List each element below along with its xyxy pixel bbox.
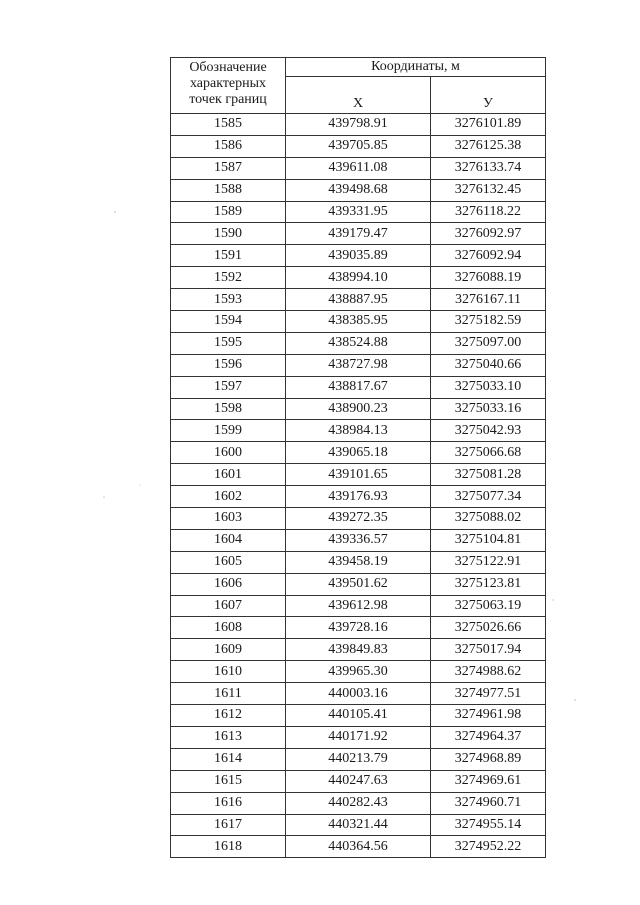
y-cell: 3276133.74 xyxy=(431,157,546,179)
y-cell: 3275097.00 xyxy=(431,332,546,354)
x-cell: 439065.18 xyxy=(286,442,431,464)
point-cell: 1598 xyxy=(171,398,286,420)
x-cell: 439101.65 xyxy=(286,464,431,486)
table-body xyxy=(171,114,546,858)
x-cell: 439728.16 xyxy=(286,617,431,639)
x-cell: 439035.89 xyxy=(286,245,431,267)
point-cell: 1614 xyxy=(171,748,286,770)
point-cell: 1593 xyxy=(171,289,286,311)
point-cell: 1618 xyxy=(171,836,286,858)
x-cell: 440247.63 xyxy=(286,770,431,792)
point-cell: 1610 xyxy=(171,661,286,683)
table-row xyxy=(171,748,546,770)
y-cell: 3274960.71 xyxy=(431,792,546,814)
point-cell: 1611 xyxy=(171,683,286,705)
y-cell: 3276118.22 xyxy=(431,201,546,223)
point-cell: 1600 xyxy=(171,442,286,464)
x-cell: 438984.13 xyxy=(286,420,431,442)
table-row xyxy=(171,223,546,245)
y-cell: 3276125.38 xyxy=(431,135,546,157)
x-cell: 439458.19 xyxy=(286,551,431,573)
x-cell: 439176.93 xyxy=(286,486,431,508)
point-cell: 1602 xyxy=(171,486,286,508)
table-row xyxy=(171,464,546,486)
table-row xyxy=(171,201,546,223)
y-cell: 3276101.89 xyxy=(431,114,546,136)
point-cell: 1599 xyxy=(171,420,286,442)
x-cell: 440105.41 xyxy=(286,705,431,727)
x-cell: 438900.23 xyxy=(286,398,431,420)
point-cell: 1604 xyxy=(171,529,286,551)
table-row xyxy=(171,617,546,639)
table-row xyxy=(171,770,546,792)
point-cell: 1608 xyxy=(171,617,286,639)
y-cell: 3274964.37 xyxy=(431,726,546,748)
y-cell: 3275104.81 xyxy=(431,529,546,551)
y-cell: 3274955.14 xyxy=(431,814,546,836)
table-row xyxy=(171,814,546,836)
table-row xyxy=(171,639,546,661)
table-row xyxy=(171,157,546,179)
y-cell: 3276092.97 xyxy=(431,223,546,245)
table-row xyxy=(171,267,546,289)
table-row xyxy=(171,836,546,858)
table-row xyxy=(171,661,546,683)
x-cell: 440282.43 xyxy=(286,792,431,814)
header-point-line-3: точек границ xyxy=(189,92,267,107)
table-row xyxy=(171,595,546,617)
coordinates-table xyxy=(170,57,546,858)
point-cell: 1588 xyxy=(171,179,286,201)
point-cell: 1607 xyxy=(171,595,286,617)
table-row xyxy=(171,792,546,814)
x-cell: 439501.62 xyxy=(286,573,431,595)
x-cell: 439179.47 xyxy=(286,223,431,245)
y-cell: 3276092.94 xyxy=(431,245,546,267)
x-cell: 440003.16 xyxy=(286,683,431,705)
x-cell: 438887.95 xyxy=(286,289,431,311)
table-row xyxy=(171,529,546,551)
point-cell: 1617 xyxy=(171,814,286,836)
y-cell: 3275042.93 xyxy=(431,420,546,442)
table-row xyxy=(171,551,546,573)
y-cell: 3275033.10 xyxy=(431,376,546,398)
point-cell: 1596 xyxy=(171,354,286,376)
y-cell: 3275182.59 xyxy=(431,311,546,333)
point-cell: 1616 xyxy=(171,792,286,814)
table-row xyxy=(171,354,546,376)
table-row xyxy=(171,726,546,748)
y-cell: 3275040.66 xyxy=(431,354,546,376)
table-row xyxy=(171,311,546,333)
y-cell: 3274952.22 xyxy=(431,836,546,858)
y-cell: 3274961.98 xyxy=(431,705,546,727)
x-cell: 438994.10 xyxy=(286,267,431,289)
point-cell: 1605 xyxy=(171,551,286,573)
y-cell: 3275077.34 xyxy=(431,486,546,508)
table-row xyxy=(171,508,546,530)
y-cell: 3276088.19 xyxy=(431,267,546,289)
x-cell: 439965.30 xyxy=(286,661,431,683)
table-row xyxy=(171,420,546,442)
table-row xyxy=(171,705,546,727)
y-cell: 3276132.45 xyxy=(431,179,546,201)
table-row xyxy=(171,114,546,136)
table-row xyxy=(171,398,546,420)
point-cell: 1591 xyxy=(171,245,286,267)
x-cell: 440364.56 xyxy=(286,836,431,858)
x-cell: 438727.98 xyxy=(286,354,431,376)
table-row xyxy=(171,486,546,508)
header-coordinates: Координаты, м xyxy=(286,58,546,77)
point-cell: 1601 xyxy=(171,464,286,486)
point-cell: 1597 xyxy=(171,376,286,398)
point-cell: 1615 xyxy=(171,770,286,792)
y-cell: 3275017.94 xyxy=(431,639,546,661)
x-cell: 439498.68 xyxy=(286,179,431,201)
point-cell: 1592 xyxy=(171,267,286,289)
point-cell: 1612 xyxy=(171,705,286,727)
point-cell: 1590 xyxy=(171,223,286,245)
table-header xyxy=(171,58,546,114)
point-cell: 1586 xyxy=(171,135,286,157)
y-cell: 3275088.02 xyxy=(431,508,546,530)
y-cell: 3275026.66 xyxy=(431,617,546,639)
header-point-line-2: характерных xyxy=(189,76,267,91)
table-row xyxy=(171,245,546,267)
point-cell: 1594 xyxy=(171,311,286,333)
table-row xyxy=(171,442,546,464)
x-cell: 438385.95 xyxy=(286,311,431,333)
x-cell: 438817.67 xyxy=(286,376,431,398)
y-cell: 3274968.89 xyxy=(431,748,546,770)
point-cell: 1585 xyxy=(171,114,286,136)
x-cell: 440321.44 xyxy=(286,814,431,836)
header-x: X xyxy=(286,77,431,114)
point-cell: 1613 xyxy=(171,726,286,748)
x-cell: 439336.57 xyxy=(286,529,431,551)
y-cell: 3276167.11 xyxy=(431,289,546,311)
x-cell: 439611.08 xyxy=(286,157,431,179)
table-row xyxy=(171,179,546,201)
x-cell: 438524.88 xyxy=(286,332,431,354)
y-cell: 3275063.19 xyxy=(431,595,546,617)
table-row xyxy=(171,573,546,595)
y-cell: 3275123.81 xyxy=(431,573,546,595)
point-cell: 1595 xyxy=(171,332,286,354)
table-row xyxy=(171,135,546,157)
table-row xyxy=(171,289,546,311)
point-cell: 1603 xyxy=(171,508,286,530)
x-cell: 440213.79 xyxy=(286,748,431,770)
y-cell: 3275033.16 xyxy=(431,398,546,420)
point-cell: 1609 xyxy=(171,639,286,661)
header-y: У xyxy=(431,77,546,114)
point-cell: 1606 xyxy=(171,573,286,595)
x-cell: 439798.91 xyxy=(286,114,431,136)
point-cell: 1587 xyxy=(171,157,286,179)
table-row xyxy=(171,332,546,354)
table-row xyxy=(171,376,546,398)
y-cell: 3275081.28 xyxy=(431,464,546,486)
y-cell: 3274988.62 xyxy=(431,661,546,683)
y-cell: 3275122.91 xyxy=(431,551,546,573)
header-point-line-1: Обозначение xyxy=(189,60,267,75)
x-cell: 440171.92 xyxy=(286,726,431,748)
x-cell: 439705.85 xyxy=(286,135,431,157)
x-cell: 439612.98 xyxy=(286,595,431,617)
y-cell: 3274969.61 xyxy=(431,770,546,792)
y-cell: 3275066.68 xyxy=(431,442,546,464)
x-cell: 439272.35 xyxy=(286,508,431,530)
x-cell: 439849.83 xyxy=(286,639,431,661)
point-cell: 1589 xyxy=(171,201,286,223)
x-cell: 439331.95 xyxy=(286,201,431,223)
table-row xyxy=(171,683,546,705)
y-cell: 3274977.51 xyxy=(431,683,546,705)
header-point-designation xyxy=(171,58,286,114)
